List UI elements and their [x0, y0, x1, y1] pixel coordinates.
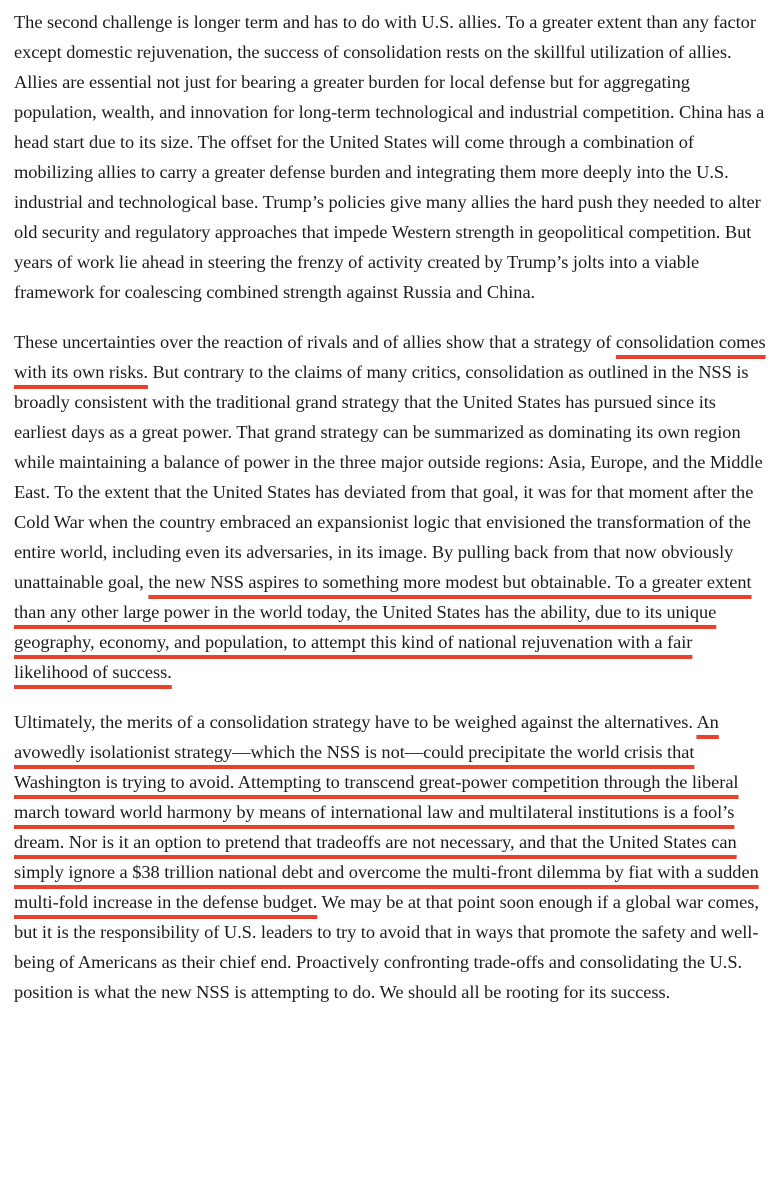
highlighted-text: consolidation comes with its own risks.	[14, 332, 766, 382]
text-segment: Ultimately, the merits of a consolidation strategy have to be weighed against the alternatives.	[14, 712, 697, 732]
highlighted-text: An avowedly isolationist strategy—which the NSS is not—could precipitate the world crisis that Washington is trying to avoid. Attempting to transcend great-power competition through the liberal march toward world harmony by means of international law and multilateral institutions is a fool’s dream. Nor is it an option to pretend that tradeoffs are not necessary, and that the United States can simply ignore a $38 trillion national debt and overcome the multi-front dilemma by fiat with a sudden multi-fold increase in the defense budget.	[14, 712, 759, 912]
text-segment: The second challenge is longer term and has to do with U.S. allies. To a greater extent than any factor except domestic rejuvenation, the success of consolidation rests on the skillful utilization of allies. Allies are essential not just for bearing a greater burden for local defense but for aggregating population, wealth, and innovation for long-term technological and industrial competition. China has a head start due to its size. The offset for the United States will come through a combination of mobilizing allies to carry a greater defense burden and integrating them more deeply into the U.S. industrial and technological base. Trump’s policies give many allies the hard push they needed to alter old security and regulatory approaches that impede Western strength in geopolitical competition. But years of work lie ahead in steering the frenzy of activity created by Trump’s jolts into a viable framework for coalescing combined strength against Russia and China.	[14, 12, 765, 302]
paragraph	[14, 707, 770, 1007]
highlighted-text: the new NSS aspires to something more modest but obtainable. To a greater extent than any other large power in the world today, the United States has the ability, due to its unique geography, economy, and population, to attempt this kind of national rejuvenation with a fair likelihood of success.	[14, 572, 752, 682]
text-segment: But contrary to the claims of many critics, consolidation as outlined in the NSS is broadly consistent with the traditional grand strategy that the United States has pursued since its earliest days as a great power. That grand strategy can be summarized as dominating its own region while maintaining a balance of power in the three major outside regions: Asia, Europe, and the Middle East. To the extent that the United States has deviated from that goal, it was for that moment after the Cold War when the country embraced an expansionist logic that envisioned the transformation of the entire world, including even its adversaries, in its image. By pulling back from that now obviously unattainable goal,	[14, 362, 763, 592]
paragraph	[14, 0, 770, 307]
text-segment: We may be at that point soon enough if a global war comes, but it is the responsibility of U.S. leaders to try to avoid that in ways that promote the safety and well-being of Americans as their chief end. Proactively confronting trade-offs and consolidating the U.S. position is what the new NSS is attempting to do. We should all be rooting for its success.	[14, 892, 759, 1002]
paragraph	[14, 327, 770, 687]
text-segment: These uncertainties over the reaction of rivals and of allies show that a strategy of	[14, 332, 616, 352]
